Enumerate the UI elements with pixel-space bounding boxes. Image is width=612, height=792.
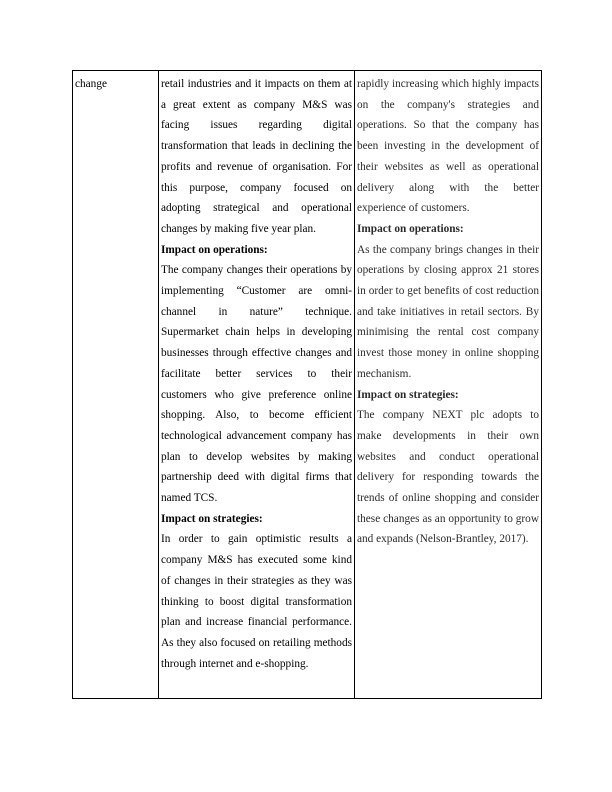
next-operations-text: As the company brings changes in their operations by closing approx 21 stores in order to get benefits of cost reduction and take initiatives in retail sectors. By minimising the rental cost company invest those money in online shopping mechanism.	[357, 243, 539, 380]
ms-intro-text: retail industries and it impacts on them at a great extent as company M&S was facing issues regarding digital transformation that leads in declining the profits and revenue of organisation. For this purpose, company focused on adopting strategical and operational changes by making five year plan.	[161, 78, 352, 235]
ms-operations-heading: Impact on operations:	[161, 243, 268, 256]
next-strategies-text: The company NEXT plc adopts to make developments in their own websites and conduct operational delivery for responding towards the trends of online shopping and consider these changes as an opportunity to grow and expands (Nelson-Brantley, 2017).	[357, 409, 539, 546]
row-label: change	[75, 78, 107, 90]
table-cell-ms	[159, 71, 355, 699]
table-cell-next	[355, 71, 542, 699]
table-row	[73, 71, 542, 699]
next-operations-heading: Impact on operations:	[357, 222, 464, 235]
comparison-table	[72, 70, 542, 699]
ms-operations-text: The company changes their operations by implementing “Customer are omni-channel in nature” technique. Supermarket chain helps in developing businesses through effective changes and facilitate better services to their customers who give preference online shopping. Also, to become efficient technological advancement company has plan to develop websites by making partnership deed with digital firms that named TCS.	[161, 264, 352, 505]
ms-strategies-heading: Impact on strategies:	[161, 512, 263, 525]
ms-strategies-text: In order to gain optimistic results a company M&S has executed some kind of changes in their strategies as they was thinking to boost digital transformation plan and increase financial performance. As they also focused on retailing methods through internet and e-shopping.	[161, 533, 352, 670]
next-intro-text: rapidly increasing which highly impacts on the company's strategies and operations. So that the company has been investing in the development of their websites as well as operational delivery along with the better experience of customers.	[357, 78, 539, 215]
table-cell-label	[73, 71, 159, 699]
next-strategies-heading: Impact on strategies:	[357, 388, 459, 401]
